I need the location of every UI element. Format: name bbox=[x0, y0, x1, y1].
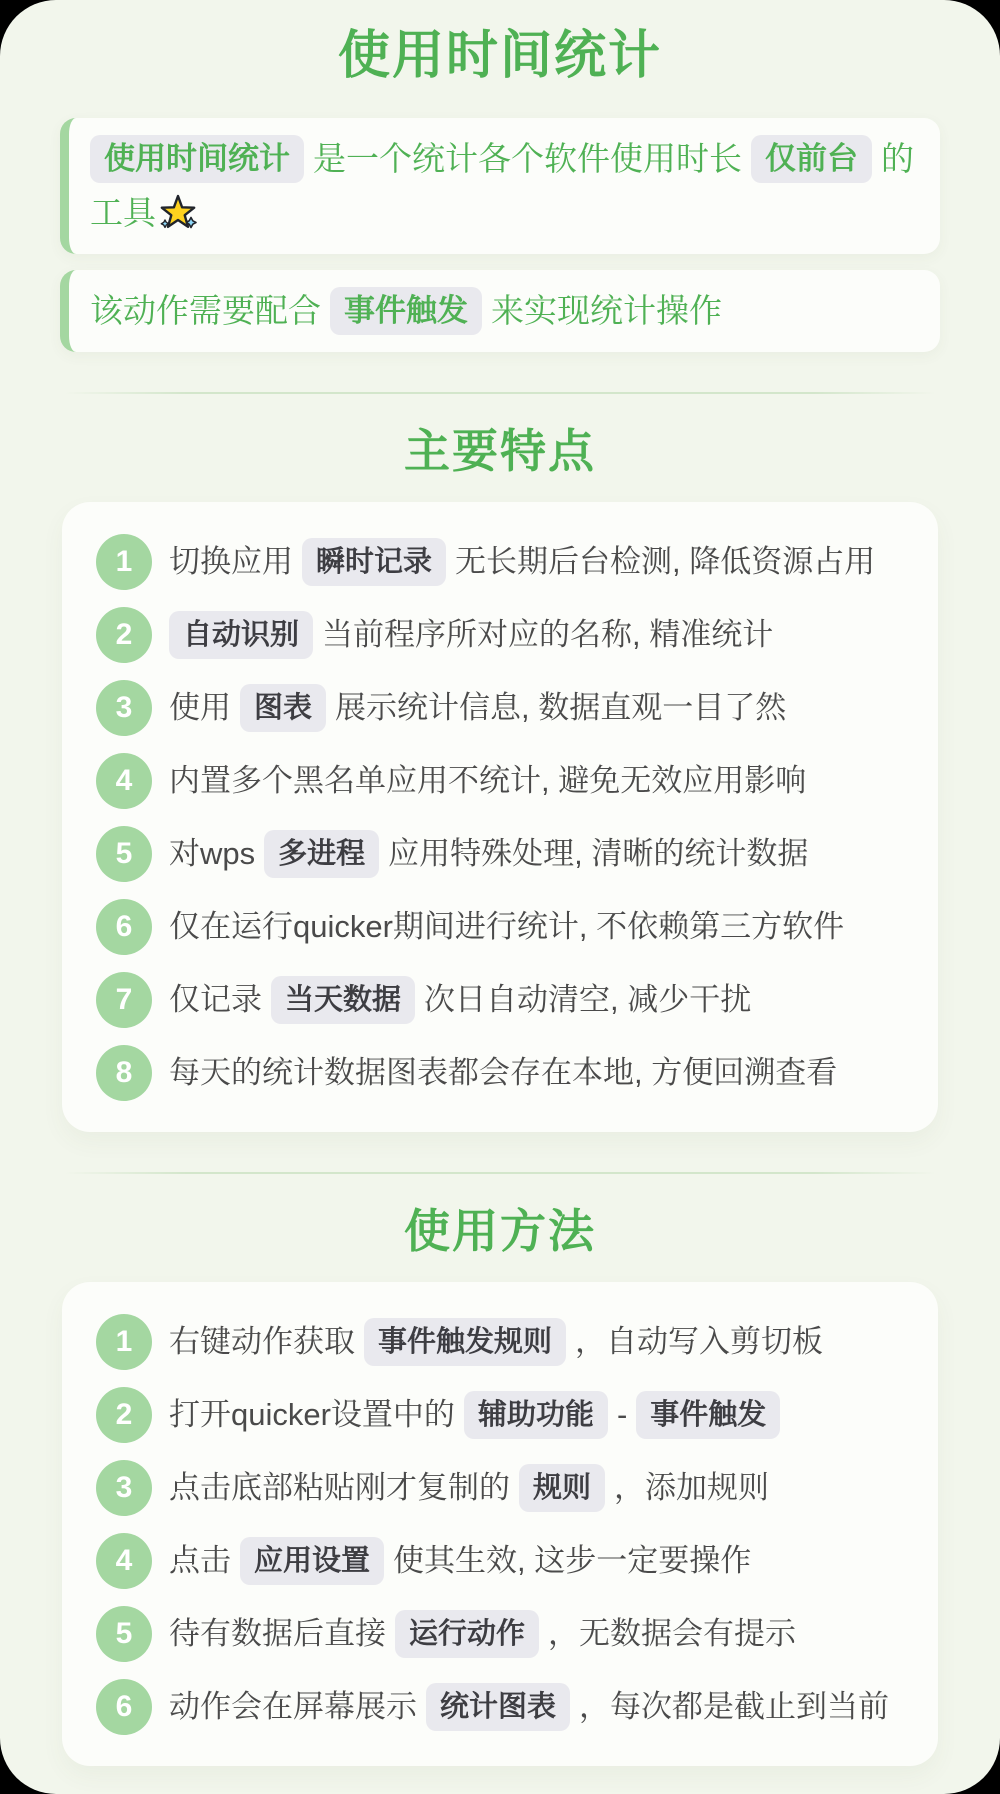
inline-tag: 事件触发 bbox=[330, 287, 482, 335]
list-item bbox=[96, 1305, 914, 1378]
item-number-badge: 2 bbox=[96, 607, 152, 663]
text-segment: 次日自动清空, 减少干扰 bbox=[424, 981, 752, 1017]
glowing-star-emoji-icon bbox=[158, 193, 198, 233]
item-content bbox=[169, 1606, 796, 1662]
list-item bbox=[96, 963, 914, 1036]
item-content bbox=[169, 607, 773, 663]
item-content bbox=[169, 680, 786, 736]
text-segment: 打开quicker设置中的 bbox=[169, 1396, 455, 1432]
list-item bbox=[96, 744, 914, 817]
text-segment: 仅记录 bbox=[169, 981, 262, 1017]
text-segment: 无长期后台检测, 降低资源占用 bbox=[455, 543, 876, 579]
list-item bbox=[96, 1670, 914, 1743]
inline-tag: 事件触发 bbox=[636, 1391, 780, 1439]
item-number-badge: 4 bbox=[96, 1533, 152, 1589]
text-segment: 该动作需要配合 bbox=[90, 292, 321, 329]
text-segment: ，自动写入剪切板 bbox=[575, 1323, 824, 1359]
item-number-badge: 3 bbox=[96, 680, 152, 736]
page-title: 使用时间统计 bbox=[337, 27, 662, 85]
text-segment: 切换应用 bbox=[169, 543, 293, 579]
section-title-features: 主要特点 bbox=[404, 425, 596, 477]
text-segment: 来实现统计操作 bbox=[491, 292, 722, 329]
item-content bbox=[169, 1460, 769, 1516]
item-number-badge: 1 bbox=[96, 534, 152, 590]
text-segment: 右键动作获取 bbox=[169, 1323, 355, 1359]
item-content bbox=[169, 1679, 889, 1735]
inline-tag: 仅前台 bbox=[751, 135, 872, 183]
list-item bbox=[96, 817, 914, 890]
item-number-badge: 6 bbox=[96, 1679, 152, 1735]
text-segment: 点击底部粘贴刚才复制的 bbox=[169, 1469, 510, 1505]
intro-callouts bbox=[60, 118, 940, 352]
features-card bbox=[62, 502, 938, 1132]
text-segment: 的工具 bbox=[90, 140, 914, 231]
text-segment: - bbox=[616, 1396, 628, 1432]
list-item bbox=[96, 525, 914, 598]
inline-tag: 运行动作 bbox=[395, 1610, 539, 1658]
item-number-badge: 7 bbox=[96, 972, 152, 1028]
list-item bbox=[96, 890, 914, 963]
text-segment: 待有数据后直接 bbox=[169, 1615, 386, 1651]
intro-callout bbox=[60, 270, 940, 352]
inline-tag: 瞬时记录 bbox=[302, 538, 446, 586]
text-segment: 是一个统计各个软件使用时长 bbox=[313, 140, 742, 177]
inline-tag: 多进程 bbox=[264, 830, 379, 878]
item-number-badge: 5 bbox=[96, 826, 152, 882]
text-segment: 使用 bbox=[169, 689, 231, 725]
inline-tag: 规则 bbox=[519, 1464, 605, 1512]
text-segment: 当前程序所对应的名称, 精准统计 bbox=[322, 616, 774, 652]
section-divider bbox=[64, 1172, 936, 1174]
text-segment: 展示统计信息, 数据直观一目了然 bbox=[335, 689, 787, 725]
section-title-usage: 使用方法 bbox=[404, 1205, 596, 1257]
text-segment: ，无数据会有提示 bbox=[548, 1615, 797, 1651]
item-content bbox=[169, 1387, 789, 1443]
list-item bbox=[96, 1597, 914, 1670]
item-number-badge: 1 bbox=[96, 1314, 152, 1370]
section-divider bbox=[64, 392, 936, 394]
inline-tag: 统计图表 bbox=[426, 1683, 570, 1731]
item-content bbox=[169, 1045, 837, 1101]
list-item bbox=[96, 1036, 914, 1109]
item-number-badge: 4 bbox=[96, 753, 152, 809]
intro-callout bbox=[60, 118, 940, 254]
inline-tag: 应用设置 bbox=[240, 1537, 384, 1585]
text-segment: 每天的统计数据图表都会存在本地, 方便回溯查看 bbox=[169, 1054, 838, 1090]
text-segment: 对wps bbox=[169, 835, 256, 871]
list-item bbox=[96, 1451, 914, 1524]
item-content bbox=[169, 1314, 823, 1370]
item-content bbox=[169, 1533, 751, 1589]
text-segment: 动作会在屏幕展示 bbox=[169, 1688, 417, 1724]
item-content bbox=[169, 972, 751, 1028]
text-segment: ，添加规则 bbox=[614, 1469, 770, 1505]
item-content bbox=[169, 534, 875, 590]
list-item bbox=[96, 1378, 914, 1451]
text-segment: 点击 bbox=[169, 1542, 231, 1578]
text-segment: 内置多个黑名单应用不统计, 避免无效应用影响 bbox=[169, 762, 807, 798]
item-content bbox=[169, 826, 808, 882]
item-content bbox=[169, 753, 806, 809]
item-content bbox=[169, 899, 844, 955]
inline-tag: 事件触发规则 bbox=[364, 1318, 566, 1366]
item-number-badge: 5 bbox=[96, 1606, 152, 1662]
inline-tag: 自动识别 bbox=[169, 611, 313, 659]
item-number-badge: 2 bbox=[96, 1387, 152, 1443]
text-segment: 使其生效, 这步一定要操作 bbox=[393, 1542, 752, 1578]
inline-tag: 当天数据 bbox=[271, 976, 415, 1024]
text-segment: 应用特殊处理, 清晰的统计数据 bbox=[388, 835, 809, 871]
item-number-badge: 8 bbox=[96, 1045, 152, 1101]
list-item bbox=[96, 598, 914, 671]
inline-tag: 使用时间统计 bbox=[90, 135, 304, 183]
text-segment: 仅在运行quicker期间进行统计, 不依赖第三方软件 bbox=[169, 908, 845, 944]
list-item bbox=[96, 1524, 914, 1597]
item-number-badge: 6 bbox=[96, 899, 152, 955]
list-item bbox=[96, 671, 914, 744]
usage-card bbox=[62, 1282, 938, 1766]
inline-tag: 图表 bbox=[240, 684, 326, 732]
text-segment: ，每次都是截止到当前 bbox=[579, 1688, 890, 1724]
item-number-badge: 3 bbox=[96, 1460, 152, 1516]
inline-tag: 辅助功能 bbox=[464, 1391, 608, 1439]
